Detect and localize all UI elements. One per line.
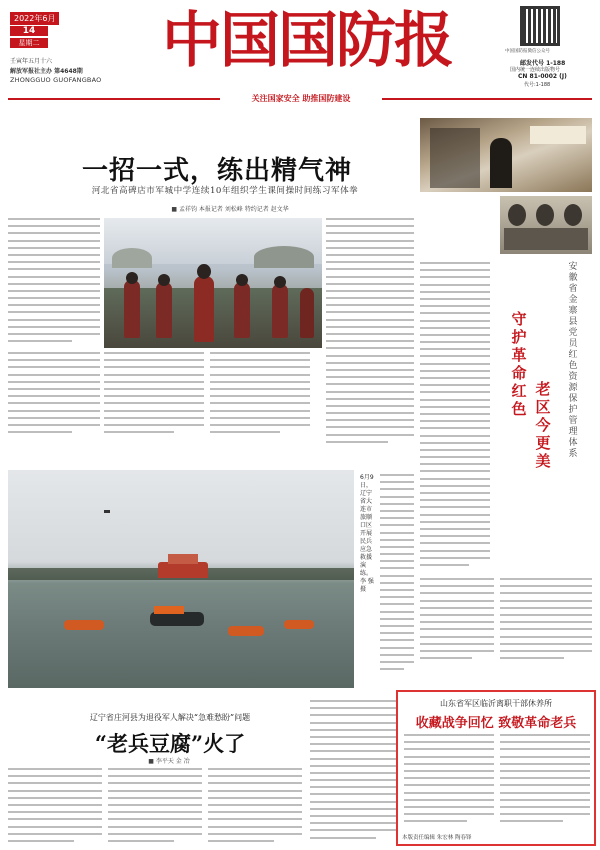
code: 代号:1-188 (524, 82, 551, 88)
newspaper-title: 中国国防报 (162, 6, 452, 76)
side-photo-top (420, 118, 592, 192)
banner-rule-right (382, 98, 592, 100)
banner-text: 关注国家安全 助推国防建设 (251, 94, 351, 103)
side-photo-bottom (500, 196, 592, 254)
domestic-code: 国内统一连续出版物号 (510, 67, 561, 73)
column-box-header: 山东省军区临沂离职干部休养所 (440, 699, 552, 708)
banner-rule-left (8, 98, 220, 100)
feature-col3 (208, 768, 302, 846)
side-text-col2 (500, 578, 592, 668)
feature-col4 (310, 700, 404, 846)
lead-subtitle: 河北省高碑店市军城中学连续10年组织学生课间操时间练习军体拳 (91, 186, 359, 196)
feature-col1 (8, 768, 102, 846)
side-text-col3 (420, 578, 494, 668)
column-box-footer: 本版责任编辑 朱宏林 陶春锋 (402, 835, 472, 841)
lead-text-col3 (210, 352, 310, 452)
side-text-col1 (420, 262, 490, 572)
date-block (8, 10, 118, 90)
qr-code (520, 6, 560, 46)
lead-text-col2 (104, 352, 204, 452)
feature-col2 (108, 768, 202, 846)
feature-byline: ■ 李平天 金 冶 (148, 758, 190, 765)
side-title-1: 守护革命红色 (511, 310, 527, 418)
cn-code: CN 81-0002 (J) (518, 73, 567, 80)
side-title-2: 老区今更美 (535, 380, 551, 470)
pinyin-title: ZHONGGUO GUOFANGBAO (10, 76, 102, 84)
date-day: 14 (10, 26, 48, 36)
photo-side-text (380, 474, 414, 684)
date-year-month: 2022年6月 (10, 12, 59, 25)
column-box (396, 690, 596, 846)
side-subtitle: 安徽省金寨县党员红色资源保护管理体系 (568, 262, 578, 459)
feature-kicker: 辽宁省庄河县为退役军人解决“急难愁盼”问题 (89, 713, 251, 722)
photo-caption: 6月9日，辽宁省大连市旅顺口区开展民兵应急救援演练。李 强摄 (360, 474, 374, 593)
lead-text-col1b (8, 352, 100, 452)
post-code: 邮发代号 1-188 (520, 60, 566, 67)
lead-text-col1 (8, 218, 100, 348)
lead-headline: 一招一式，练出精气神 (81, 156, 352, 186)
feature-headline: “老兵豆腐”火了 (94, 731, 246, 756)
column-box-headline: 收藏战争回忆 致敬革命老兵 (415, 716, 577, 731)
lead-text-col4 (326, 218, 414, 454)
issue-info: 解放军报社主办 第4648期 (10, 68, 83, 75)
lead-photo (104, 218, 322, 348)
masthead (0, 0, 600, 92)
main-photo (8, 470, 354, 688)
column-box-text-1 (404, 734, 494, 830)
qr-caption: 中国国防报微信公众号 (505, 49, 550, 54)
date-lunar: 壬寅年五月十六 (10, 58, 53, 65)
column-box-text-2 (500, 734, 590, 830)
lead-byline: ■ 孟祥钧 本报记者 刘松峰 特约记者 赵文华 (171, 206, 289, 213)
date-weekday: 星期二 (10, 38, 48, 48)
